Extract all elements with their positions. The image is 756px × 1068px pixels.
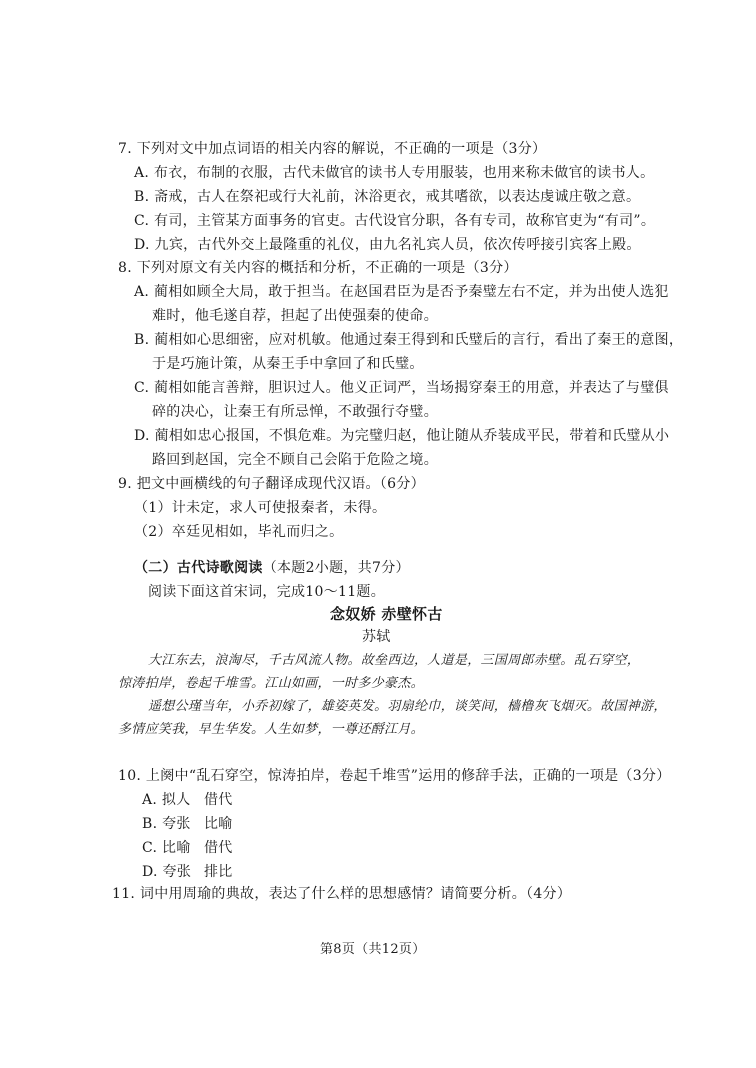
q10-stem: 10. 上阕中“乱石穿空，惊涛拍岸，卷起千堆雪”运用的修辞手法，正确的一项是（3分） bbox=[118, 768, 671, 784]
q8-option-c-line2: 碎的决心，让秦王有所忌惮，不敢强行夺璧。 bbox=[152, 404, 438, 420]
poem-line-4: 多情应笑我，早生华发。人生如梦，一尊还酹江月。 bbox=[118, 722, 424, 737]
q10-option-a-second: 借代 bbox=[204, 792, 233, 808]
q8-option-b-line2: 于是巧施计策，从秦王手中拿回了和氏璧。 bbox=[152, 356, 424, 372]
q7-option-a: A. 布衣，布制的衣服，古代未做官的读书人专用服装，也用来称未做官的读书人。 bbox=[134, 165, 655, 181]
q10-option-a-first: A. 拟人 bbox=[142, 792, 191, 808]
section-heading bbox=[134, 558, 410, 578]
q10-option-b-first: B. 夸张 bbox=[142, 816, 191, 832]
section-intro: 阅读下面这首宋词，完成10～11题。 bbox=[148, 584, 386, 600]
poem-title: 念奴娇 赤壁怀古 bbox=[330, 605, 443, 623]
q8-option-a-line1: A. 蔺相如顾全大局，敢于担当。在赵国君臣为是否予秦璧左右不定，并为出使人选犯 bbox=[134, 284, 669, 300]
q10-option-c-second: 借代 bbox=[204, 840, 233, 856]
q9-sentence-1: （1）计未定，求人可使报秦者，未得。 bbox=[134, 500, 387, 516]
q9-stem: 9. 把文中画横线的句子翻译成现代汉语。（6分） bbox=[118, 476, 425, 492]
q7-option-b: B. 斋戒，古人在祭祀或行大礼前，沐浴更衣，戒其嗜欲，以表达虔诚庄敬之意。 bbox=[134, 189, 641, 205]
q9-sentence-2: （2）卒廷见相如，毕礼而归之。 bbox=[134, 524, 344, 540]
q8-option-c-line1: C. 蔺相如能言善辩，胆识过人。他义正词严，当场揭穿秦王的用意，并表达了与璧俱 bbox=[134, 380, 669, 396]
q8-stem: 8. 下列对原文有关内容的概括和分析，不正确的一项是（3分） bbox=[118, 260, 518, 276]
q10-option-c bbox=[142, 838, 233, 858]
q7-option-d: D. 九宾，古代外交上最隆重的礼仪，由九名礼宾人员，依次传呼接引宾客上殿。 bbox=[134, 237, 641, 253]
section-title: （二）古代诗歌阅读 bbox=[134, 560, 263, 576]
q10-option-b bbox=[142, 814, 233, 834]
section-note: （本题2小题，共7分） bbox=[262, 560, 410, 576]
poem-author: 苏轼 bbox=[362, 629, 391, 645]
q10-option-b-second: 比喻 bbox=[204, 816, 233, 832]
q7-stem: 7. 下列对文中加点词语的相关内容的解说，不正确的一项是（3分） bbox=[118, 141, 547, 157]
poem-line-3: 遥想公瑾当年，小乔初嫁了，雄姿英发。羽扇纶巾，谈笑间，樯橹灰飞烟灭。故国神游， bbox=[148, 699, 667, 714]
q10-option-a bbox=[142, 790, 233, 810]
q8-option-d-line1: D. 蔺相如忠心报国，不惧危难。为完璧归赵，他让随从乔装成平民，带着和氏璧从小 bbox=[134, 428, 670, 444]
q8-option-d-line2: 路回到赵国，完全不顾自己会陷于危险之境。 bbox=[152, 452, 438, 468]
q8-option-a-line2: 难时，他毛遂自荐，担起了出使强秦的使命。 bbox=[152, 308, 438, 324]
page-footer: 第8页（共12页） bbox=[320, 942, 426, 957]
q10-option-d bbox=[142, 862, 233, 882]
q10-option-d-first: D. 夸张 bbox=[142, 864, 192, 880]
poem-line-1: 大江东去，浪淘尽，千古风流人物。故垒西边，人道是，三国周郎赤壁。乱石穿空， bbox=[148, 653, 641, 668]
poem-line-2: 惊涛拍岸，卷起千堆雪。江山如画，一时多少豪杰。 bbox=[118, 676, 424, 691]
q11-stem: 11. 词中用周瑜的典故，表达了什么样的思想感情？请简要分析。（4分） bbox=[112, 886, 572, 902]
q7-option-c: C. 有司，主管某方面事务的官吏。古代设官分职，各有专司，故称官吏为“有司”。 bbox=[134, 213, 656, 229]
q8-option-b-line1: B. 蔺相如心思细密，应对机敏。他通过秦王得到和氏璧后的言行，看出了秦王的意图， bbox=[134, 332, 684, 348]
q10-option-d-second: 排比 bbox=[204, 864, 233, 880]
q10-option-c-first: C. 比喻 bbox=[142, 840, 191, 856]
